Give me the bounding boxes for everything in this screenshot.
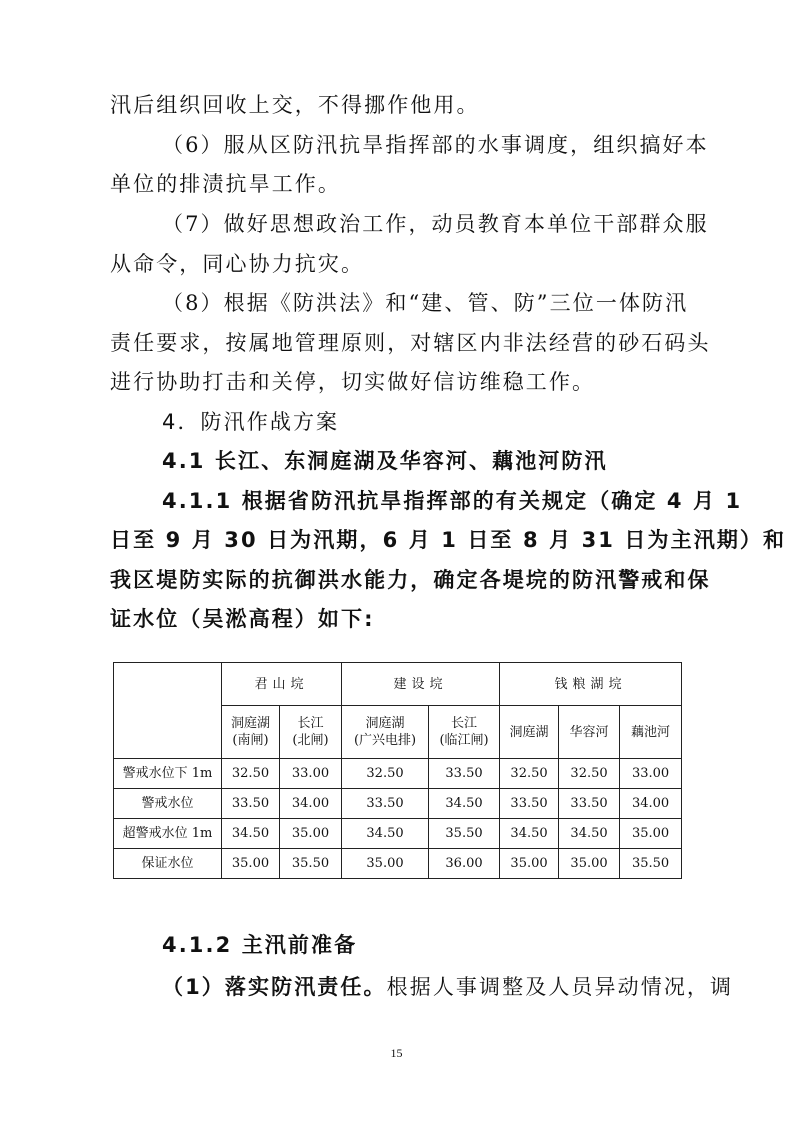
- column-header: 长江 (北闸): [280, 706, 342, 759]
- column-header: 藕池河: [620, 706, 682, 759]
- paragraph-line: 日至 9 月 30 日为汛期，6 月 1 日至 8 月 31 日为主汛期）和: [110, 528, 787, 552]
- table-cell: 33.50: [222, 789, 280, 819]
- table-row: [114, 789, 682, 819]
- row-label: 警戒水位: [114, 789, 222, 819]
- section-heading: 4．防汛作战方案: [162, 410, 340, 434]
- paragraph-line: 4.1.1 根据省防汛抗旱指挥部的有关规定（确定 4 月 1: [162, 489, 743, 513]
- table-cell: 34.50: [342, 819, 429, 849]
- table-cell: 33.50: [342, 789, 429, 819]
- table-cell: 35.00: [559, 849, 620, 879]
- table-cell: 35.00: [620, 819, 682, 849]
- group-header-junshan: 君山垸: [222, 663, 342, 706]
- column-header: 长江 (临江闸): [429, 706, 500, 759]
- column-header: 洞庭湖 (广兴电排): [342, 706, 429, 759]
- paragraph-line: 进行协助打击和关停，切实做好信访维稳工作。: [110, 370, 596, 394]
- table-cell: 35.50: [429, 819, 500, 849]
- paragraph-line: 责任要求，按属地管理原则，对辖区内非法经营的砂石码头: [110, 331, 711, 355]
- group-header-jianshe: 建设垸: [342, 663, 500, 706]
- table-cell: 33.00: [620, 759, 682, 789]
- paragraph-line: 我区堤防实际的抗御洪水能力，确定各堤垸的防汛警戒和保: [110, 568, 711, 592]
- table-cell: 35.00: [280, 819, 342, 849]
- table-cell: 33.50: [429, 759, 500, 789]
- table-cell: 33.50: [500, 789, 559, 819]
- table-cell: 32.50: [222, 759, 280, 789]
- paragraph-line: 汛后组织回收上交，不得挪作他用。: [110, 93, 480, 117]
- subsection-heading: 4.1.2 主汛前准备: [162, 933, 358, 957]
- table-cell: 34.50: [222, 819, 280, 849]
- paragraph-line: （8）根据《防洪法》和“建、管、防”三位一体防汛: [162, 291, 689, 315]
- table-cell: 34.00: [280, 789, 342, 819]
- table-cell: 32.50: [559, 759, 620, 789]
- table-row: [114, 849, 682, 879]
- table-cell: 36.00: [429, 849, 500, 879]
- table-cell: 32.50: [342, 759, 429, 789]
- paragraph-line: （7）做好思想政治工作，动员教育本单位干部群众服: [162, 212, 709, 236]
- page-number: 15: [390, 1046, 403, 1060]
- table-cell: 35.50: [620, 849, 682, 879]
- item-lead: （1）落实防汛责任。: [162, 975, 387, 999]
- paragraph-line: 从命令，同心协力抗灾。: [110, 252, 365, 276]
- table-cell: 35.00: [222, 849, 280, 879]
- group-header-qianlianghu: 钱粮湖垸: [500, 663, 682, 706]
- row-label: 保证水位: [114, 849, 222, 879]
- table-cell: 33.00: [280, 759, 342, 789]
- table-cell: 34.50: [500, 819, 559, 849]
- table-cell: 34.00: [620, 789, 682, 819]
- column-header: 华容河: [559, 706, 620, 759]
- table-cell: 33.50: [559, 789, 620, 819]
- table-corner-cell: [114, 663, 222, 759]
- table-row: [114, 759, 682, 789]
- row-label: 超警戒水位 1m: [114, 819, 222, 849]
- row-label: 警戒水位下 1m: [114, 759, 222, 789]
- table-cell: 34.50: [559, 819, 620, 849]
- subsection-heading: 4.1 长江、东洞庭湖及华容河、藕池河防汛: [162, 449, 608, 473]
- item-text: 根据人事调整及人员异动情况，调: [386, 975, 734, 999]
- table-cell: 35.00: [500, 849, 559, 879]
- paragraph-line: 证水位（吴淞高程）如下:: [110, 607, 375, 631]
- table-cell: 34.50: [429, 789, 500, 819]
- water-level-table: [113, 662, 682, 879]
- paragraph-line: [162, 972, 733, 1002]
- paragraph-line: 单位的排渍抗旱工作。: [110, 172, 341, 196]
- paragraph-line: （6）服从区防汛抗旱指挥部的水事调度，组织搞好本: [162, 133, 709, 157]
- table-cell: 35.00: [342, 849, 429, 879]
- column-header: 洞庭湖 (南闸): [222, 706, 280, 759]
- table-row: [114, 819, 682, 849]
- table-cell: 32.50: [500, 759, 559, 789]
- table-cell: 35.50: [280, 849, 342, 879]
- column-header: 洞庭湖: [500, 706, 559, 759]
